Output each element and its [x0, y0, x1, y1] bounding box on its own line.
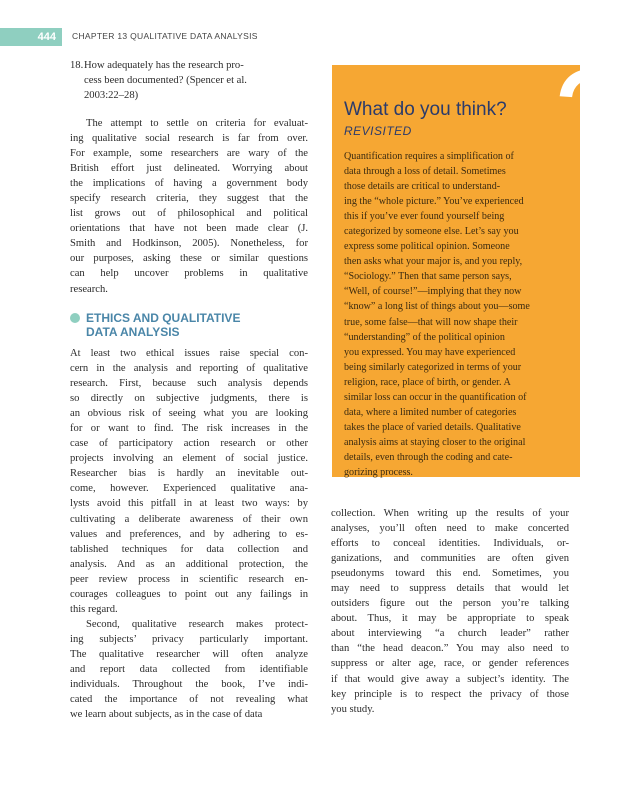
- text-line: At least two ethical issues raise special con-: [70, 348, 308, 359]
- box-title: What do you think?: [344, 99, 507, 120]
- box-line: categorized by someone else. Let’s say you: [344, 226, 519, 238]
- paragraph-privacy: [70, 617, 308, 722]
- text-line: case of participatory action research or other: [70, 438, 308, 450]
- text-line: can help uncover problems in qualitative: [70, 268, 308, 280]
- box-line: analysis aims at staying closer to the original: [344, 436, 526, 448]
- box-line: then asks what your major is, and you reply,: [344, 256, 523, 268]
- list-number: 18.: [70, 60, 84, 71]
- box-line: those details are critical to understand-: [344, 181, 501, 193]
- text-line: specify research criteria, they suggest that the: [70, 193, 308, 205]
- text-line: lysts avoid this pitfall in at least two ways: by: [70, 498, 308, 510]
- bullet-dot-icon: [70, 313, 80, 323]
- text-line: projects involving an element of social justice.: [70, 453, 308, 465]
- section-heading: [70, 311, 320, 339]
- text-line: list grows out of philosophical and political: [70, 208, 308, 220]
- box-line: express some political opinion. Someone: [344, 241, 510, 253]
- text-line: suppress or alter age, race, or gender references: [331, 658, 569, 670]
- text-line: if that would give away a subject’s identity. The: [331, 673, 569, 685]
- box-line: takes the place of varied details. Qualitative: [344, 421, 521, 433]
- box-line: data, where a limited number of categories: [344, 406, 517, 418]
- question-mark-icon: ?: [554, 41, 631, 195]
- text-line: about interviewing “a church leader” rather: [331, 628, 569, 640]
- text-line: our purposes, asking these or similar questions: [70, 253, 308, 265]
- text-line: and report data collected from identifiable: [70, 664, 308, 676]
- text-line: The attempt to settle on criteria for evaluat-: [86, 118, 308, 129]
- box-line: similar loss can occur in the quantification of: [344, 391, 527, 403]
- text-line: cultivating a deliberate awareness of their own: [70, 513, 308, 525]
- text-line: this regard.: [70, 603, 118, 615]
- box-line: true, some false—that will now shape their: [344, 316, 518, 328]
- text-line: we learn about subjects, as in the case of data: [70, 709, 263, 721]
- text-line: collection. When writing up the results of your: [331, 508, 569, 519]
- running-header: CHAPTER 13 QUALITATIVE DATA ANALYSIS: [72, 31, 258, 41]
- box-line: religion, race, place of birth, or gender. A: [344, 376, 511, 388]
- box-line: “Well, of course!”—implying that they now: [344, 286, 522, 298]
- text-line: cated the importance of not revealing what: [70, 694, 308, 706]
- text-line: so directly on subjective judgments, there is: [70, 393, 308, 405]
- text-line: orientations that have not been made clear (J.: [70, 223, 308, 235]
- box-line: “know” a long list of things about you—some: [344, 301, 530, 313]
- box-line: gorizing process.: [344, 466, 413, 478]
- box-line: data through a loss of detail. Sometimes: [344, 166, 506, 178]
- text-line: come, however. Experienced qualitative ana-: [70, 483, 308, 495]
- list-line: How adequately has the research pro-: [84, 60, 244, 71]
- text-line: an obvious risk of seeing what you are looking: [70, 408, 308, 420]
- text-line: Researcher bias is hardly an inevitable out-: [70, 468, 308, 480]
- paragraph-ethics: [70, 346, 308, 617]
- box-line: Quantification requires a simplification of: [344, 151, 514, 162]
- text-line: British effort just delineated. Worrying about: [70, 163, 308, 175]
- text-line: outsiders figure out the person you’re talking: [331, 598, 569, 610]
- box-subtitle: REVISITED: [344, 124, 412, 138]
- text-line: may need to suppress details that would let: [331, 583, 569, 595]
- list-line: cess been documented? (Spencer et al.: [84, 75, 247, 87]
- sidebar-box: [332, 41, 631, 478]
- text-line: values and preferences, and by adhering to es-: [70, 528, 308, 540]
- text-line: Smith and Hodkinson, 2005). Nonetheless, for: [70, 238, 308, 250]
- text-line: ing qualitative social research is far from over.: [70, 133, 308, 145]
- text-line: individuals. Throughout the book, I’ve indi-: [70, 679, 308, 691]
- heading-line-1: ETHICS AND QUALITATIVE: [86, 311, 241, 325]
- text-line: cern in the analysis and reporting of qualitative: [70, 363, 308, 375]
- text-line: the implications of having a government body: [70, 178, 308, 190]
- text-line: For example, some researchers are wary of the: [70, 148, 308, 160]
- paragraph-criteria: [70, 116, 308, 297]
- text-line: ganizations, and communities are often given: [331, 553, 569, 565]
- page-number: 444: [0, 28, 62, 46]
- box-line: details, even through the coding and cate-: [344, 451, 513, 463]
- text-line: research.: [70, 283, 108, 295]
- text-line: peer review process in scientific research en-: [70, 573, 308, 585]
- paragraph-collection: [331, 506, 569, 717]
- text-line: ing subjects’ privacy particularly important.: [70, 634, 308, 646]
- text-line: you study.: [331, 703, 375, 715]
- text-line: efforts to conceal identities. Individuals, or-: [331, 538, 569, 550]
- box-line: ing the “whole picture.” You’ve experienced: [344, 196, 524, 208]
- text-line: analysis. And as an additional protection, the: [70, 558, 308, 570]
- text-line: courages colleagues to point out any failings in: [70, 588, 308, 600]
- box-line: this if you’ve ever found yourself being: [344, 211, 505, 223]
- box-line: “understanding” of the political opinion: [344, 331, 505, 343]
- list-item-18: [70, 58, 280, 103]
- text-line: for or want to find. The risk increases in the: [70, 423, 308, 435]
- text-line: research. First, because such analysis depends: [70, 378, 308, 390]
- text-line: Second, qualitative research makes protect-: [86, 619, 308, 630]
- text-line: about. Thus, it may be appropriate to speak: [331, 613, 569, 625]
- heading-line-2: DATA ANALYSIS: [86, 325, 180, 339]
- list-line: 2003:22–28): [84, 90, 139, 102]
- text-line: key principle is to respect the privacy of those: [331, 688, 569, 700]
- text-line: tablished techniques for data collection and: [70, 543, 308, 555]
- box-line: being similarly categorized in terms of your: [344, 361, 522, 373]
- box-line: “Sociology.” Then that same person says,: [344, 271, 512, 283]
- text-line: analyses, you’ll often need to make concerted: [331, 523, 569, 535]
- text-line: than “the head deacon.” You may also need to: [331, 643, 569, 655]
- text-line: pseudonyms toward this end. Sometimes, you: [331, 568, 569, 580]
- text-line: The qualitative researcher will often analyze: [70, 649, 308, 661]
- box-line: you expressed. You may have experienced: [344, 346, 516, 358]
- box-body: [344, 149, 572, 480]
